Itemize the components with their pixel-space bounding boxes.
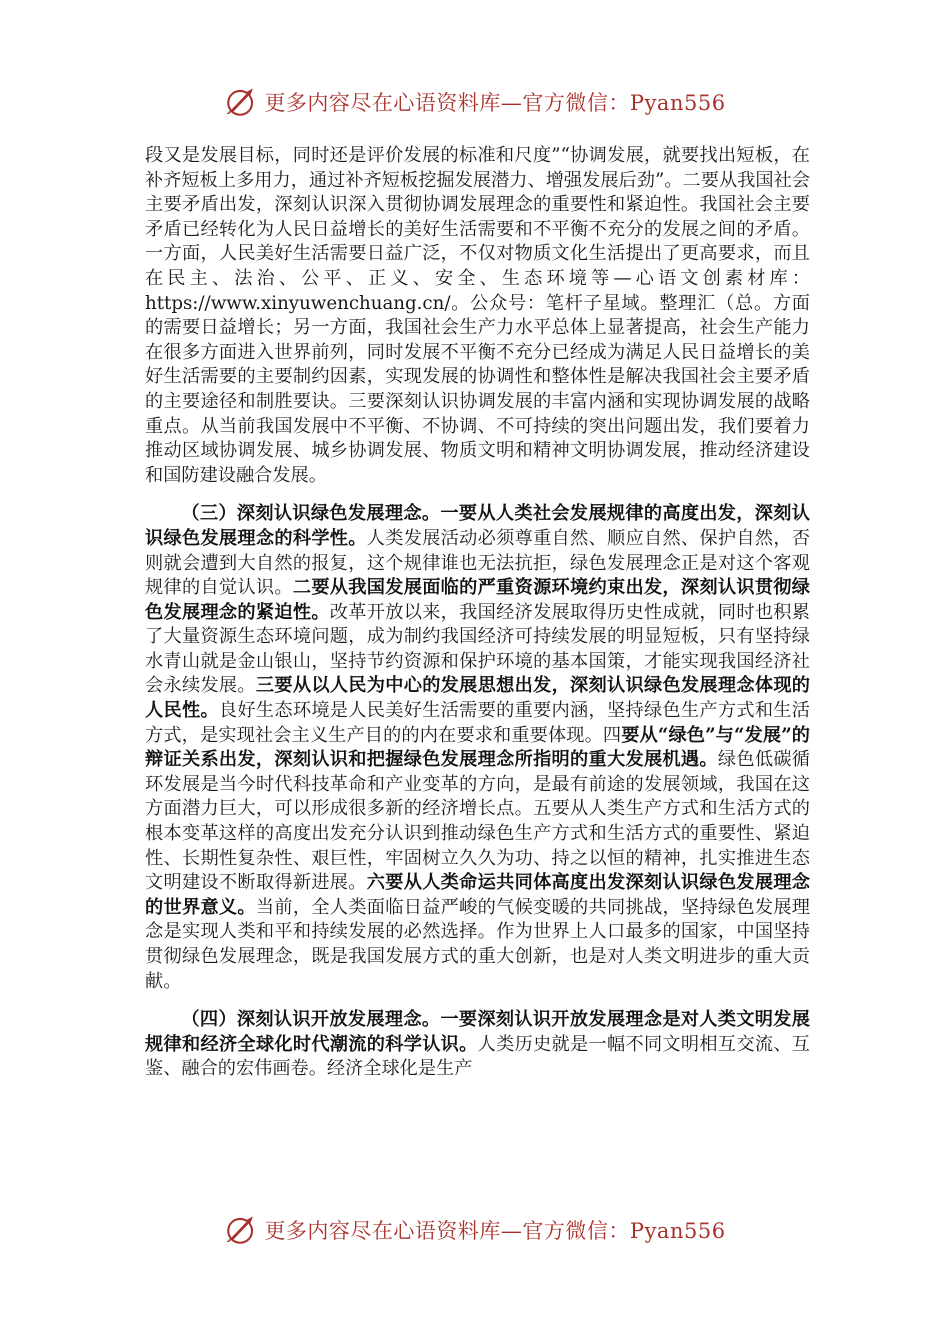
- bold-heading-text: 要从“绿色”与“发展”的辩证关系出发，深刻认识和把握绿色发展理念所指明的重大发展机遇。: [145, 724, 810, 771]
- bold-heading-text: 二要从我国发展面临的严重资源环境约束出发，深刻认识贯彻绿色发展理念的紧迫性。: [145, 577, 810, 623]
- body-text: 人类历史就是一幅不同文明相互交流、互鉴、融合的宏伟画卷。经济全球化是生产: [145, 1033, 810, 1080]
- bold-heading-text: （三）深刻认识绿色发展理念。一要从人类社会发展规律的高度出发，深刻认识绿色发展理念的科学性。: [145, 503, 810, 549]
- banner-text: 更多内容尽在心语资料库—官方微信：Pyan556: [264, 1219, 726, 1243]
- footer-banner: [0, 1210, 950, 1250]
- bold-heading-text: 三要从以人民为中心的发展思想出发，深刻认识绿色发展理念体现的人民性。: [145, 675, 810, 722]
- bold-heading-text: 六要从人类命运共同体高度出发深刻认识绿色发展理念的世界意义。: [145, 872, 810, 918]
- body-text: 改革开放以来，我国经济发展取得历史性成就，同时也积累了大量资源生态环境问题，成为制约我国经济可持续发展的明显短板，只有坚持绿水青山就是金山银山，坚持节约资源和保护环境的基本国策，才能实现我国经济社会永续发展。: [145, 601, 810, 697]
- body-text: 人类发展活动必须尊重自然、顺应自然、保护自然，否则就会遭到大自然的报复，这个规律谁也无法抗拒，绿色发展理念正是对这个客观规律的自觉认识。: [145, 527, 810, 599]
- body-text: 良好生态环境是人民美好生活需要的重要内涵，坚持绿色生产方式和生活方式，是实现社会主义生产目的的内在要求和重要体现。四: [145, 700, 810, 746]
- paragraph-open-development: [145, 1008, 810, 1082]
- bold-heading-text: （四）深刻认识开放发展理念。一要深刻认识开放发展理念是对人类文明发展规律和经济全球化时代潮流的科学认识。: [145, 1009, 810, 1055]
- paragraph-green-development: [145, 502, 810, 994]
- brush-pen-logo-icon: [224, 1213, 258, 1247]
- paragraph-coordinated-continued: [145, 144, 810, 488]
- document-body: [145, 144, 810, 1082]
- body-text: 绿色低碳循环发展是当今时代科技革命和产业变革的方向，是最有前途的发展领域，我国在这方面潜力巨大，可以形成很多新的经济增长点。五要从人类生产方式和生活方式的根本变革这样的高度出发充分认识到推动绿色生产方式和生活方式的重要性、紧迫性、长期性复杂性、艰巨性，牢固树立久久为功、持之以恒的精神，扎实推进生态文明建设不断取得新进展。: [145, 749, 810, 894]
- body-text: 段又是发展目标，同时还是评价发展的标准和尺度”“协调发展，就要找出短板，在补齐短板上多用力，通过补齐短板挖掘发展潜力、增强发展后劲”。二要从我国社会主要矛盾出发，深刻认识深入贯彻协调发展理念的重要性和紧迫性。我国社会主要矛盾已经转化为人民日益增长的美好生活需要和不平衡不充分的发展之间的矛盾。一方面，人民美好生活需要日益广泛，不仅对物质文化生活提出了更高要求，而且在民主、法治、公平、正义、安全、生态环境等—心语文创素材库：https://www.xinyuwenchuang.cn/。公众号：笔杆子星域。整理汇（总。方面的需要日益增长；另一方面，我国社会生产力水平总体上显著提高，社会生产能力在很多方面进入世界前列，同时发展不平衡不充分已经成为满足人民日益增长的美好生活需要的主要制约因素，实现发展的协调性和整体性是解决我国社会主要矛盾的主要途径和制胜要诀。三要深刻认识协调发展的丰富内涵和实现协调发展的战略重点。从当前我国发展中不平衡、不协调、不可持续的突出问题出发，我们要着力推动区域协调发展、城乡协调发展、物质文明和精神文明协调发展，推动经济建设和国防建设融合发展。: [145, 145, 810, 486]
- body-text: 当前，全人类面临日益严峻的气候变暖的共同挑战，坚持绿色发展理念是实现人类和平和持续发展的必然选择。作为世界上人口最多的国家，中国坚持贯彻绿色发展理念，既是我国发展方式的重大创新，也是对人类文明进步的重大贡献。: [145, 896, 810, 992]
- header-banner: [0, 82, 950, 122]
- brush-pen-logo-icon: [224, 85, 258, 119]
- banner-text: 更多内容尽在心语资料库—官方微信：Pyan556: [264, 91, 726, 115]
